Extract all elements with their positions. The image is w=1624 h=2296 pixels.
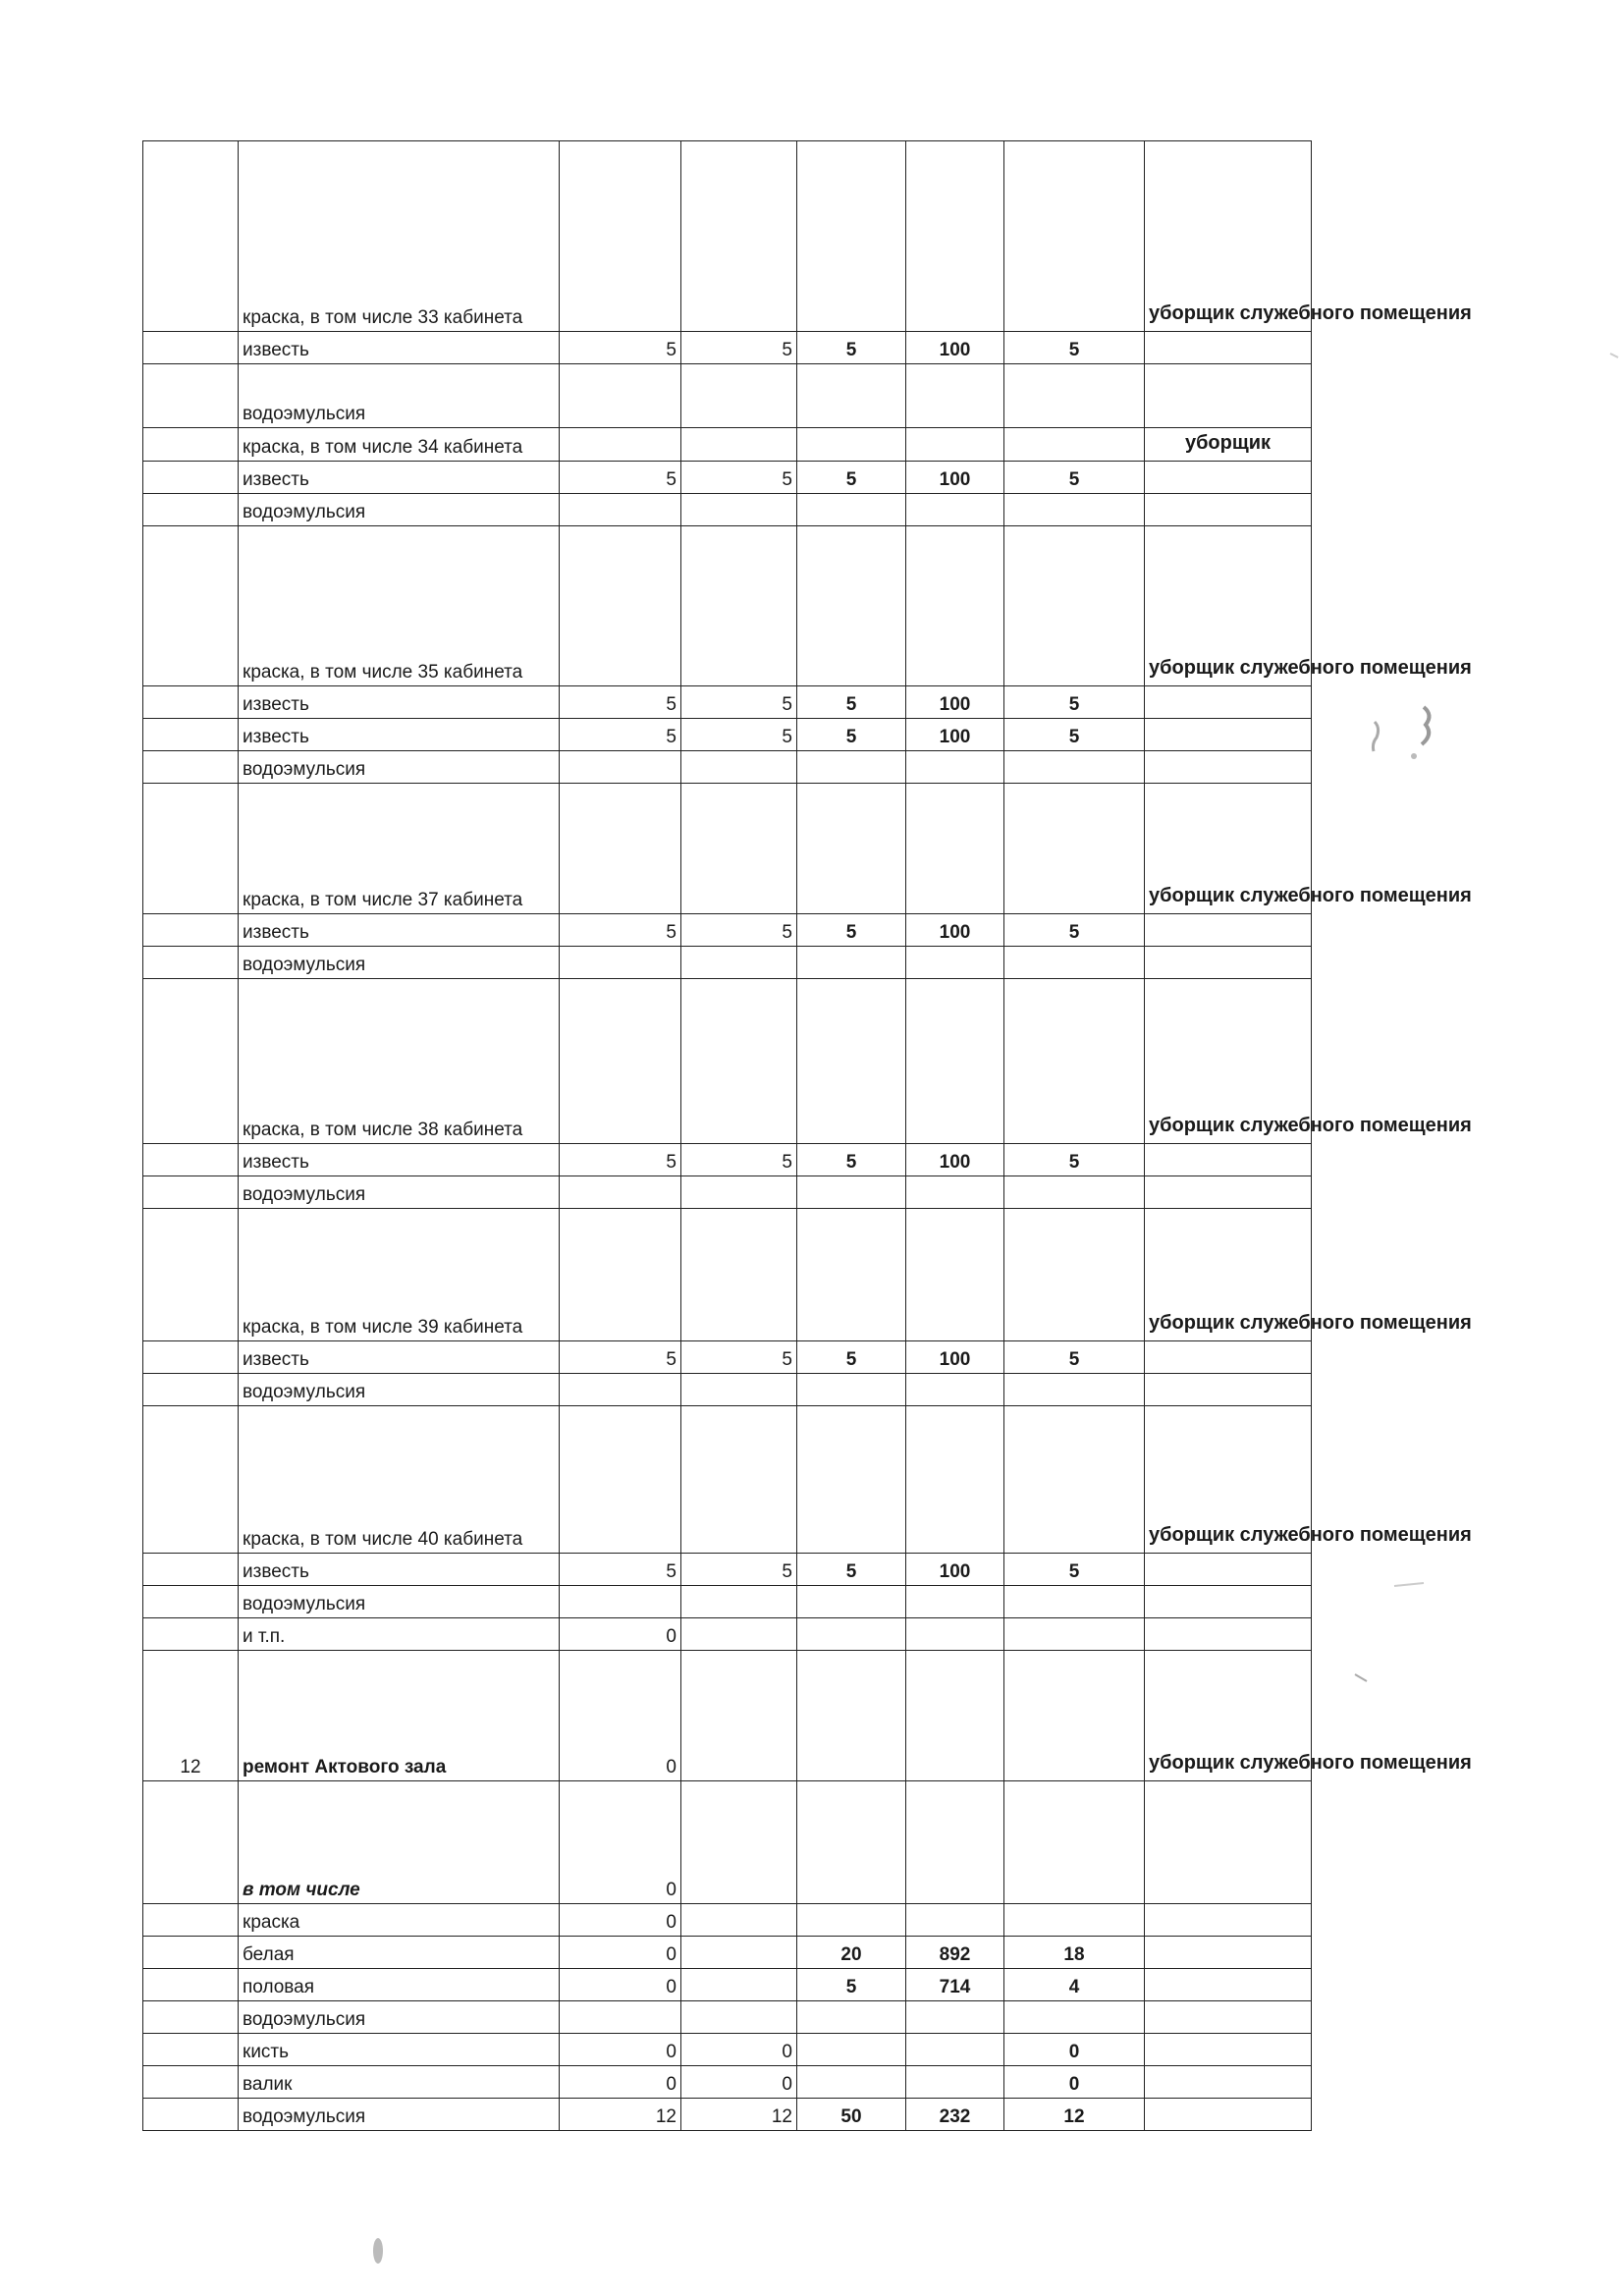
value-4-cell: 232 [906, 2099, 1004, 2131]
item-name-cell: водоэмульсия [239, 2099, 560, 2131]
value-1-cell: 0 [560, 1618, 681, 1651]
value-2-cell: 5 [681, 686, 797, 719]
value-5-cell: 5 [1004, 1554, 1145, 1586]
value-1-cell: 0 [560, 1969, 681, 2001]
value-2-cell: 5 [681, 1341, 797, 1374]
responsible-cell: уборщик служебного помещения [1145, 979, 1312, 1144]
item-name-cell: водоэмульсия [239, 1586, 560, 1618]
value-2-cell: 5 [681, 1144, 797, 1176]
item-name-cell: краска, в том числе 40 кабинета [239, 1406, 560, 1554]
value-2-cell: 5 [681, 719, 797, 751]
value-2-cell: 12 [681, 2099, 797, 2131]
responsible-cell: уборщик служебного помещения [1145, 1209, 1312, 1341]
value-1-cell: 5 [560, 719, 681, 751]
value-1-cell: 0 [560, 1781, 681, 1904]
value-1-cell: 5 [560, 1554, 681, 1586]
item-name-cell: в том числе [239, 1781, 560, 1904]
item-name-cell: краска [239, 1904, 560, 1937]
value-1-cell: 0 [560, 2034, 681, 2066]
row-number-cell: 12 [143, 1651, 239, 1781]
responsible-cell: уборщик служебного помещения [1145, 526, 1312, 686]
item-name-cell: краска, в том числе 34 кабинета [239, 428, 560, 462]
item-name-cell: половая [239, 1969, 560, 2001]
value-3-cell: 5 [797, 914, 906, 947]
value-2-cell: 0 [681, 2034, 797, 2066]
value-3-cell: 5 [797, 1341, 906, 1374]
value-1-cell: 0 [560, 1937, 681, 1969]
value-4-cell: 100 [906, 686, 1004, 719]
item-name-cell: водоэмульсия [239, 751, 560, 784]
value-5-cell: 5 [1004, 332, 1145, 364]
item-name-cell: известь [239, 332, 560, 364]
value-1-cell: 5 [560, 1144, 681, 1176]
item-name-cell: белая [239, 1937, 560, 1969]
value-1-cell: 5 [560, 1341, 681, 1374]
item-name-cell: известь [239, 462, 560, 494]
value-3-cell: 50 [797, 2099, 906, 2131]
value-3-cell: 5 [797, 1969, 906, 2001]
responsible-cell: уборщик [1145, 428, 1312, 462]
item-name-cell: водоэмульсия [239, 494, 560, 526]
item-name-cell: краска, в том числе 39 кабинета [239, 1209, 560, 1341]
value-1-cell: 0 [560, 1904, 681, 1937]
value-1-cell: 0 [560, 1651, 681, 1781]
value-2-cell: 5 [681, 914, 797, 947]
item-name-cell: водоэмульсия [239, 1176, 560, 1209]
value-1-cell: 5 [560, 686, 681, 719]
value-3-cell: 5 [797, 719, 906, 751]
value-5-cell: 5 [1004, 1341, 1145, 1374]
value-4-cell: 100 [906, 914, 1004, 947]
value-1-cell: 12 [560, 2099, 681, 2131]
responsible-cell: уборщик служебного помещения [1145, 1406, 1312, 1554]
value-5-cell: 5 [1004, 914, 1145, 947]
value-2-cell: 0 [681, 2066, 797, 2099]
value-3-cell: 5 [797, 686, 906, 719]
value-5-cell: 0 [1004, 2066, 1145, 2099]
value-4-cell: 100 [906, 332, 1004, 364]
value-2-cell: 5 [681, 462, 797, 494]
item-name-cell: краска, в том числе 38 кабинета [239, 979, 560, 1144]
item-name-cell: кисть [239, 2034, 560, 2066]
value-5-cell: 5 [1004, 719, 1145, 751]
value-3-cell: 20 [797, 1937, 906, 1969]
value-4-cell: 100 [906, 1144, 1004, 1176]
item-name-cell: краска, в том числе 35 кабинета [239, 526, 560, 686]
item-name-cell: известь [239, 1341, 560, 1374]
value-1-cell: 5 [560, 914, 681, 947]
item-name-cell: ремонт Актового зала [239, 1651, 560, 1781]
value-1-cell: 5 [560, 462, 681, 494]
item-name-cell: краска, в том числе 33 кабинета [239, 141, 560, 332]
item-name-cell: водоэмульсия [239, 2001, 560, 2034]
value-5-cell: 4 [1004, 1969, 1145, 2001]
value-3-cell: 5 [797, 462, 906, 494]
value-4-cell: 100 [906, 719, 1004, 751]
item-name-cell: водоэмульсия [239, 364, 560, 428]
value-5-cell: 12 [1004, 2099, 1145, 2131]
item-name-cell: краска, в том числе 37 кабинета [239, 784, 560, 914]
item-name-cell: известь [239, 1144, 560, 1176]
item-name-cell: известь [239, 914, 560, 947]
value-3-cell: 5 [797, 332, 906, 364]
value-4-cell: 100 [906, 462, 1004, 494]
value-1-cell: 0 [560, 2066, 681, 2099]
item-name-cell: известь [239, 686, 560, 719]
responsible-cell: уборщик служебного помещения [1145, 1651, 1312, 1781]
value-5-cell: 5 [1004, 462, 1145, 494]
item-name-cell: валик [239, 2066, 560, 2099]
item-name-cell: известь [239, 719, 560, 751]
value-5-cell: 18 [1004, 1937, 1145, 1969]
item-name-cell: и т.п. [239, 1618, 560, 1651]
value-2-cell: 5 [681, 1554, 797, 1586]
item-name-cell: водоэмульсия [239, 947, 560, 979]
value-3-cell: 5 [797, 1554, 906, 1586]
value-3-cell: 5 [797, 1144, 906, 1176]
value-5-cell: 5 [1004, 686, 1145, 719]
value-4-cell: 714 [906, 1969, 1004, 2001]
responsible-cell: уборщик служебного помещения [1145, 784, 1312, 914]
value-1-cell: 5 [560, 332, 681, 364]
value-5-cell: 5 [1004, 1144, 1145, 1176]
item-name-cell: водоэмульсия [239, 1374, 560, 1406]
value-5-cell: 0 [1004, 2034, 1145, 2066]
value-4-cell: 100 [906, 1554, 1004, 1586]
responsible-cell: уборщик служебного помещения [1145, 141, 1312, 332]
value-4-cell: 892 [906, 1937, 1004, 1969]
value-4-cell: 100 [906, 1341, 1004, 1374]
value-2-cell: 5 [681, 332, 797, 364]
item-name-cell: известь [239, 1554, 560, 1586]
